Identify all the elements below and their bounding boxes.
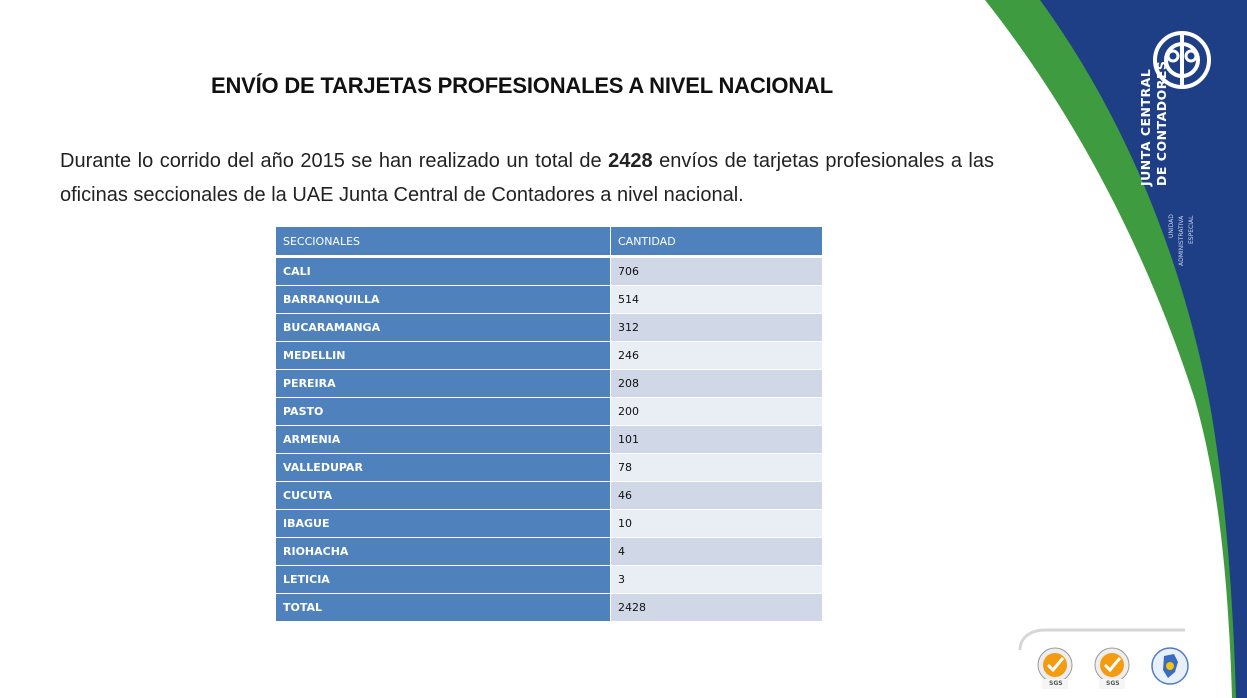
table-row xyxy=(276,342,823,370)
table-row xyxy=(276,314,823,342)
seccional-name-cell: ARMENIA xyxy=(276,426,611,454)
table-row xyxy=(276,286,823,314)
header-cantidad: CANTIDAD xyxy=(611,227,823,257)
seccional-name-cell: CALI xyxy=(276,257,611,286)
brand-line-1: JUNTA CENTRAL xyxy=(1138,68,1153,186)
table-row xyxy=(276,538,823,566)
cantidad-cell: 246 xyxy=(611,342,823,370)
table-row xyxy=(276,482,823,510)
cantidad-cell: 4 xyxy=(611,538,823,566)
table-header-row xyxy=(276,227,823,257)
table-row xyxy=(276,594,823,622)
seccional-name-cell: VALLEDUPAR xyxy=(276,454,611,482)
cert-label-1: SGS xyxy=(1049,680,1063,687)
table-row xyxy=(276,257,823,286)
page-title: ENVÍO DE TARJETAS PROFESIONALES A NIVEL NACIONAL xyxy=(211,73,833,98)
seccional-name-cell: BUCARAMANGA xyxy=(276,314,611,342)
cantidad-cell: 2428 xyxy=(611,594,823,622)
header-seccionales: SECCIONALES xyxy=(276,227,611,257)
cantidad-cell: 208 xyxy=(611,370,823,398)
seccional-name-cell: IBAGUE xyxy=(276,510,611,538)
cantidad-cell: 10 xyxy=(611,510,823,538)
paragraph-before: Durante lo corrido del año 2015 se han realizado un total de xyxy=(60,150,609,172)
seccionales-table xyxy=(275,226,823,622)
brand-line-2: DE CONTADORES xyxy=(1154,60,1169,186)
cantidad-cell: 514 xyxy=(611,286,823,314)
seccional-name-cell: LETICIA xyxy=(276,566,611,594)
table-row xyxy=(276,566,823,594)
cantidad-cell: 706 xyxy=(611,257,823,286)
seccional-name-cell: PASTO xyxy=(276,398,611,426)
brand-small-1: UNIDAD xyxy=(1168,214,1175,238)
paragraph-after: envíos de tarjetas profesionales a las oficinas seccionales de la UAE Junta Central de Contadores a nivel nacional. xyxy=(60,150,994,206)
seccional-name-cell: CUCUTA xyxy=(276,482,611,510)
brand-small-3: ESPECIAL xyxy=(1188,215,1195,244)
table-row xyxy=(276,454,823,482)
cantidad-cell: 101 xyxy=(611,426,823,454)
seccional-name-cell: TOTAL xyxy=(276,594,611,622)
seccional-name-cell: BARRANQUILLA xyxy=(276,286,611,314)
summary-paragraph xyxy=(60,144,994,212)
colombia-seal-icon xyxy=(1150,644,1188,690)
cantidad-cell: 200 xyxy=(611,398,823,426)
seccional-name-cell: PEREIRA xyxy=(276,370,611,398)
table-row xyxy=(276,426,823,454)
seccional-name-cell: MEDELLIN xyxy=(276,342,611,370)
cantidad-cell: 46 xyxy=(611,482,823,510)
cantidad-cell: 312 xyxy=(611,314,823,342)
table-row xyxy=(276,370,823,398)
cantidad-cell: 78 xyxy=(611,454,823,482)
paragraph-total: 2428 xyxy=(608,150,653,172)
brand-small-2: ADMINISTRATIVA xyxy=(1178,215,1185,266)
table-row xyxy=(276,510,823,538)
seccional-name-cell: RIOHACHA xyxy=(276,538,611,566)
cert-label-2: SGS xyxy=(1106,680,1120,687)
cantidad-cell: 3 xyxy=(611,566,823,594)
table-row xyxy=(276,398,823,426)
